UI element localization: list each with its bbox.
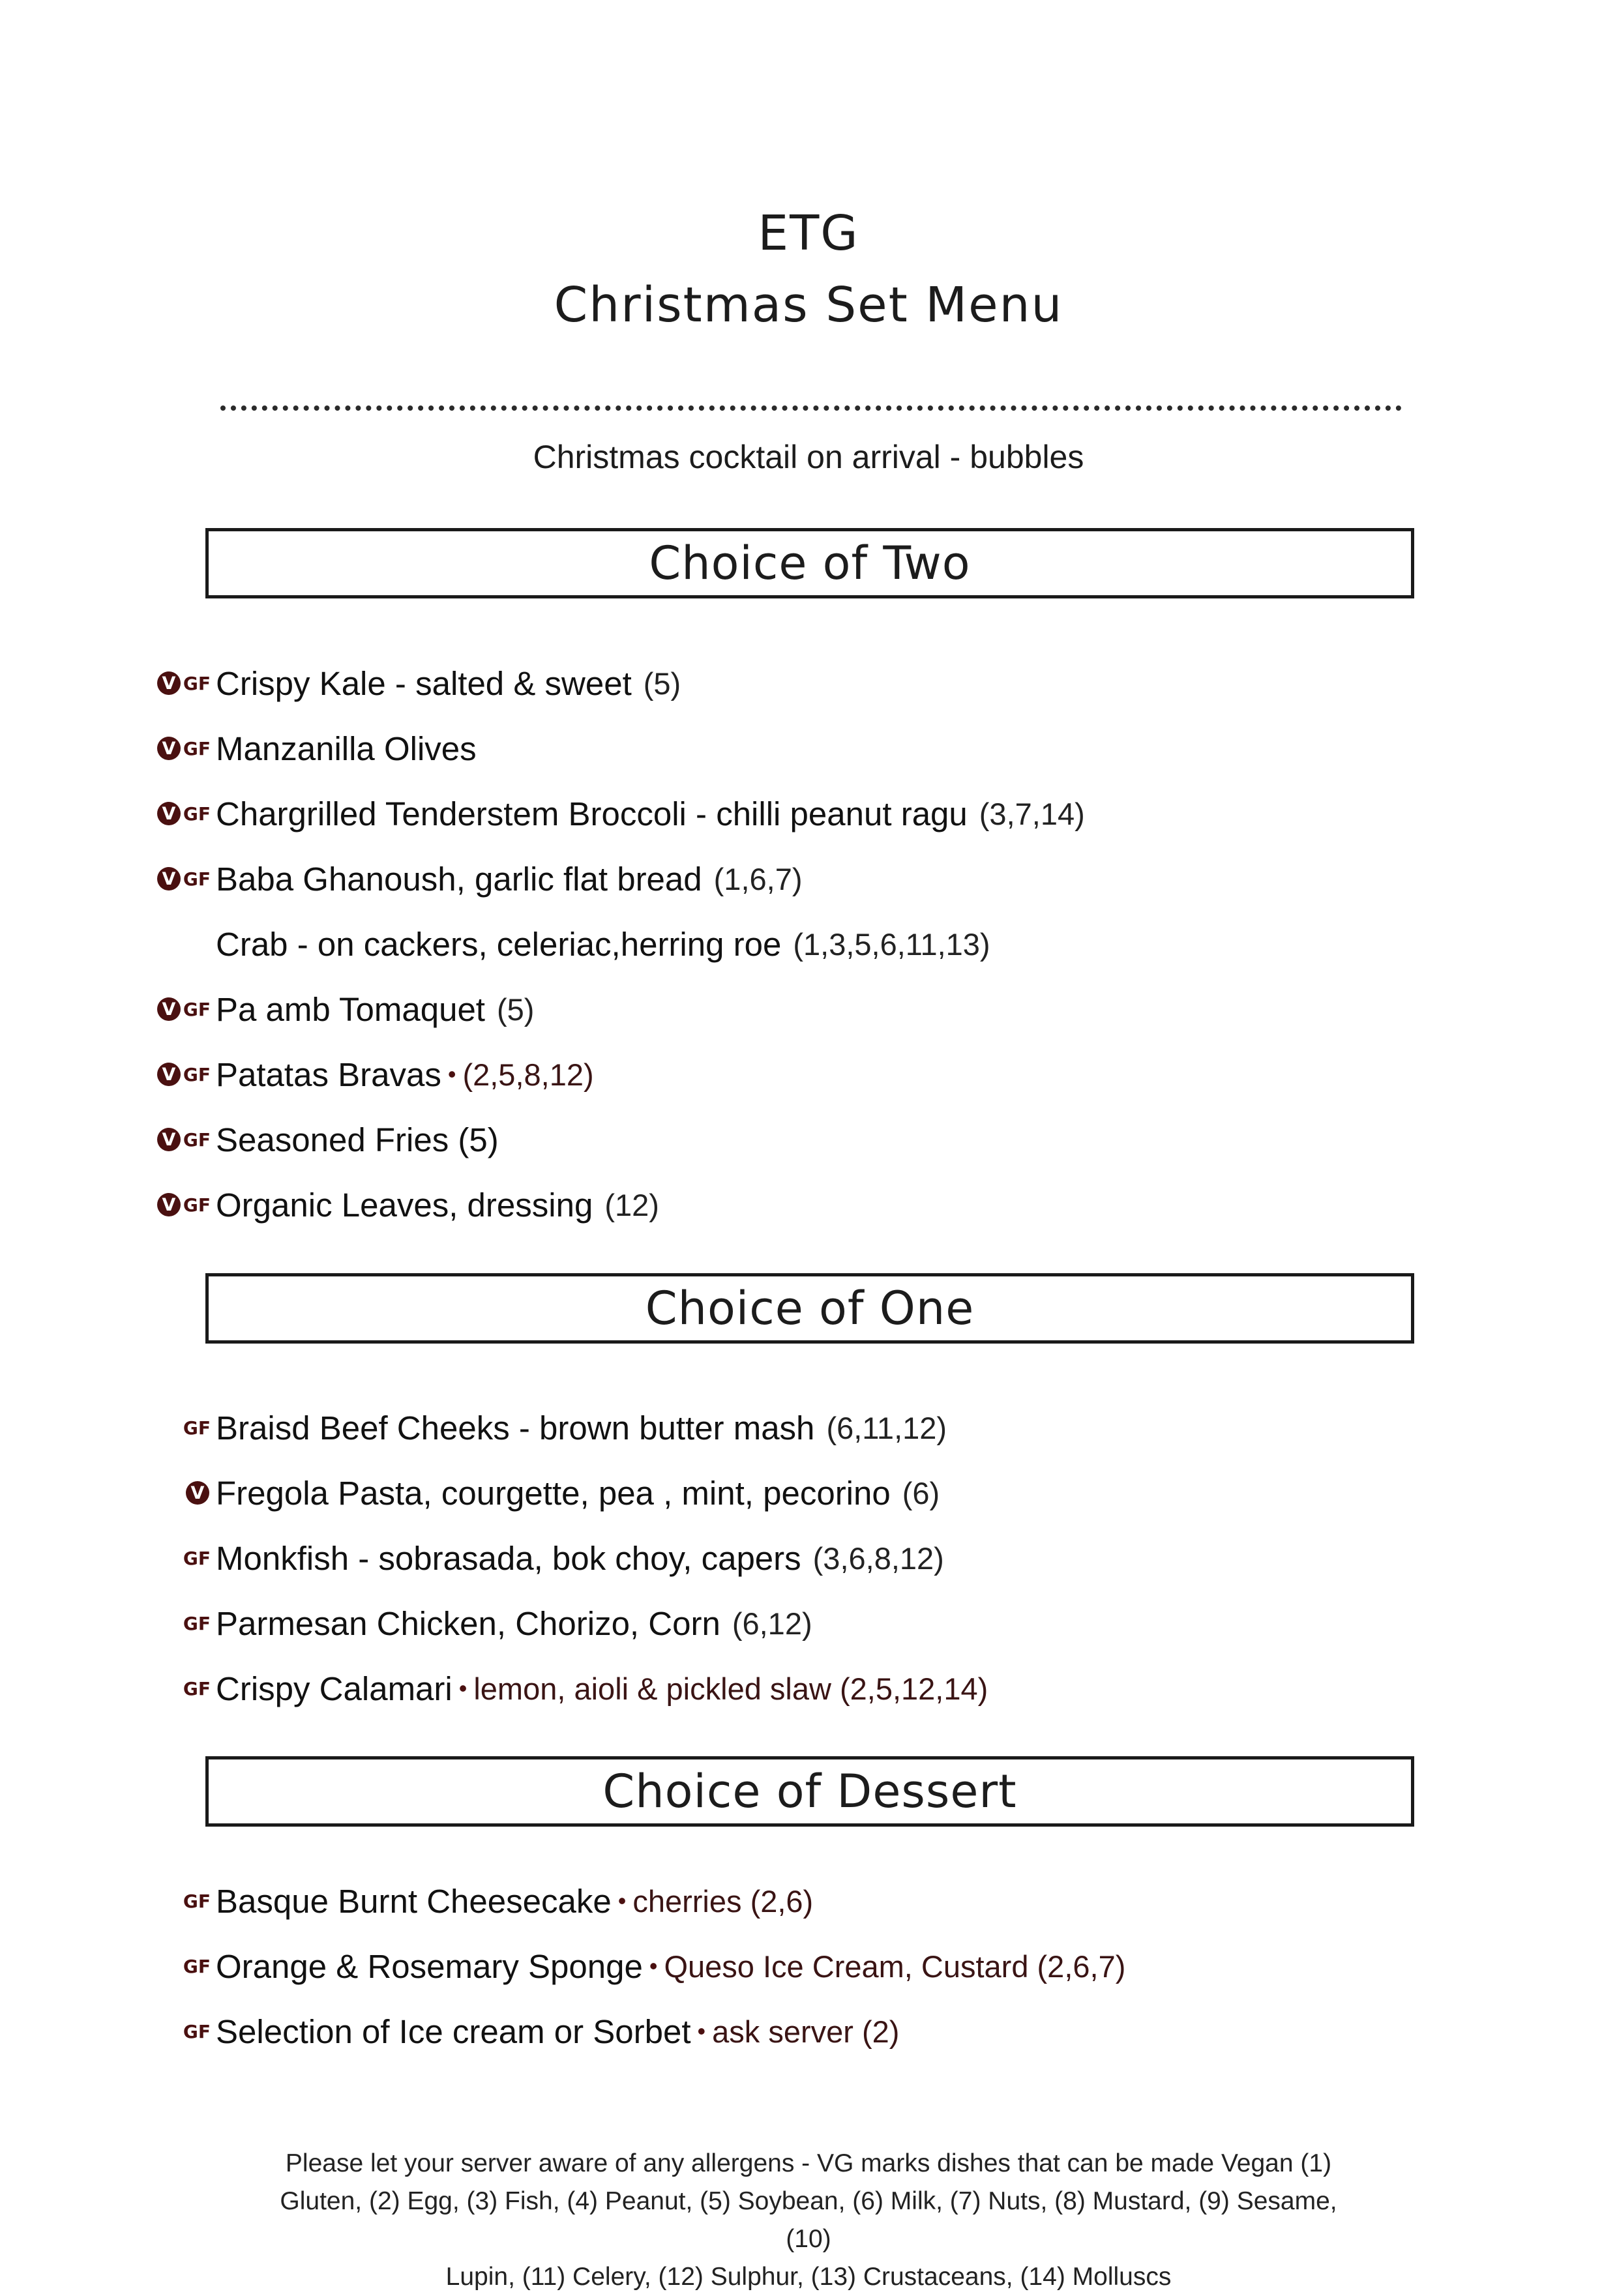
vegan-icon: V: [157, 997, 181, 1021]
vegan-icon: V: [157, 737, 181, 760]
item-allergens: (12): [604, 1187, 659, 1222]
menu-item: [154, 918, 990, 970]
item-name: Orange & Rosemary Sponge: [216, 1947, 643, 1985]
item-name: Monkfish - sobrasada, bok choy, capers: [216, 1539, 801, 1577]
menu-item: [154, 1467, 940, 1519]
item-allergens: (5): [496, 992, 535, 1027]
gluten-free-icon: GF: [183, 1547, 211, 1569]
gluten-free-icon: GF: [183, 1063, 211, 1085]
item-name: Pa amb Tomaquet: [216, 990, 485, 1028]
menu-title: Christmas Set Menu: [554, 277, 1063, 333]
vegan-icon: V: [157, 1193, 181, 1216]
menu-item: [154, 1048, 594, 1100]
bullet-separator: •: [447, 1061, 456, 1087]
item-allergens: (5): [643, 666, 681, 701]
menu-item: [154, 853, 803, 905]
gluten-free-icon: GF: [183, 1955, 211, 1977]
gluten-free-icon: GF: [183, 868, 211, 890]
item-name: Crab - on cackers, celeriac,herring roe: [216, 925, 782, 963]
menu-item: [154, 1662, 988, 1715]
arrival-note: Christmas cocktail on arrival - bubbles: [533, 439, 1084, 475]
allergen-footer-line: Gluten, (2) Egg, (3) Fish, (4) Peanut, (5) Soybean, (6) Milk, (7) Nuts, (8) Mustard, (9) Sesame, (10): [280, 2187, 1337, 2253]
item-detail: ask server (2): [712, 2014, 900, 2049]
bullet-separator: •: [458, 1675, 467, 1701]
bullet-separator: •: [649, 1952, 658, 1979]
menu-item: [154, 1875, 813, 1927]
menu-item: [154, 1532, 944, 1584]
section-heading-choice-of-one: Choice of One: [205, 1273, 1414, 1344]
item-name: Parmesan Chicken, Chorizo, Corn: [216, 1604, 720, 1642]
gluten-free-icon: GF: [183, 672, 211, 694]
item-detail: Queso Ice Cream, Custard (2,6,7): [664, 1949, 1126, 1984]
item-name: Baba Ghanoush, garlic flat bread: [216, 860, 702, 898]
gluten-free-icon: GF: [183, 802, 211, 825]
menu-item: [154, 657, 681, 709]
gluten-free-icon: GF: [183, 2020, 211, 2042]
item-allergens: (6): [902, 1475, 940, 1510]
item-detail: cherries (2,6): [632, 1883, 814, 1919]
vegan-icon: V: [157, 1128, 181, 1151]
gluten-free-icon: GF: [183, 1612, 211, 1634]
gluten-free-icon: GF: [183, 1890, 211, 1912]
item-allergens: (3,7,14): [979, 796, 1085, 831]
bullet-separator: •: [697, 2018, 706, 2044]
menu-item: [154, 722, 477, 774]
item-detail: (2,5,8,12): [462, 1057, 594, 1092]
vegan-icon: V: [157, 1063, 181, 1086]
gluten-free-icon: GF: [183, 998, 211, 1020]
item-name: Crispy Calamari: [216, 1670, 452, 1707]
allergen-footer-line: Please let your server aware of any allergens - VG marks dishes that can be made Vegan (1): [285, 2149, 1332, 2177]
bullet-separator: •: [617, 1887, 627, 1914]
item-allergens: (1,3,5,6,11,13): [793, 926, 990, 962]
item-name: Braisd Beef Cheeks - brown butter mash: [216, 1409, 815, 1447]
vegan-icon: V: [157, 802, 181, 825]
item-allergens: (3,6,8,12): [812, 1540, 944, 1576]
menu-item: [154, 2005, 899, 2057]
item-name: Chargrilled Tenderstem Broccoli - chilli peanut ragu: [216, 795, 968, 832]
menu-item: [154, 1179, 659, 1231]
item-name: Manzanilla Olives: [216, 729, 477, 767]
gluten-free-icon: GF: [183, 1194, 211, 1216]
gluten-free-icon: GF: [183, 1677, 211, 1700]
menu-item: [154, 1597, 812, 1649]
section-heading-choice-of-dessert: Choice of Dessert: [205, 1756, 1414, 1827]
menu-item: [154, 787, 1085, 840]
item-name: Patatas Bravas: [216, 1055, 441, 1093]
item-detail: lemon, aioli & pickled slaw (2,5,12,14): [473, 1671, 988, 1706]
menu-item: [154, 983, 534, 1035]
section-heading-choice-of-two: Choice of Two: [205, 528, 1414, 598]
vegan-icon: V: [157, 671, 181, 695]
gluten-free-icon: GF: [183, 737, 211, 759]
gluten-free-icon: GF: [183, 1417, 211, 1439]
allergen-footer: [261, 2145, 1356, 2296]
gluten-free-icon: GF: [183, 1128, 211, 1151]
menu-item: [154, 1113, 499, 1166]
item-allergens: (6,11,12): [826, 1410, 947, 1445]
dotted-divider: [220, 405, 1402, 411]
allergen-footer-line: Lupin, (11) Celery, (12) Sulphur, (13) Crustaceans, (14) Molluscs: [445, 2263, 1172, 2291]
item-allergens: (1,6,7): [713, 861, 803, 896]
restaurant-name: ETG: [758, 205, 859, 261]
menu-item: [154, 1402, 947, 1454]
item-allergens: (6,12): [732, 1606, 812, 1641]
item-name: Crispy Kale - salted & sweet: [216, 664, 632, 702]
item-name: Basque Burnt Cheesecake: [216, 1882, 612, 1920]
item-name: Organic Leaves, dressing: [216, 1186, 593, 1224]
item-name: Seasoned Fries (5): [216, 1121, 499, 1158]
vegan-icon: V: [157, 867, 181, 890]
item-name: Selection of Ice cream or Sorbet: [216, 2012, 691, 2050]
vegan-icon: V: [186, 1481, 209, 1505]
item-name: Fregola Pasta, courgette, pea , mint, pecorino: [216, 1474, 891, 1512]
menu-item: [154, 1940, 1125, 1992]
